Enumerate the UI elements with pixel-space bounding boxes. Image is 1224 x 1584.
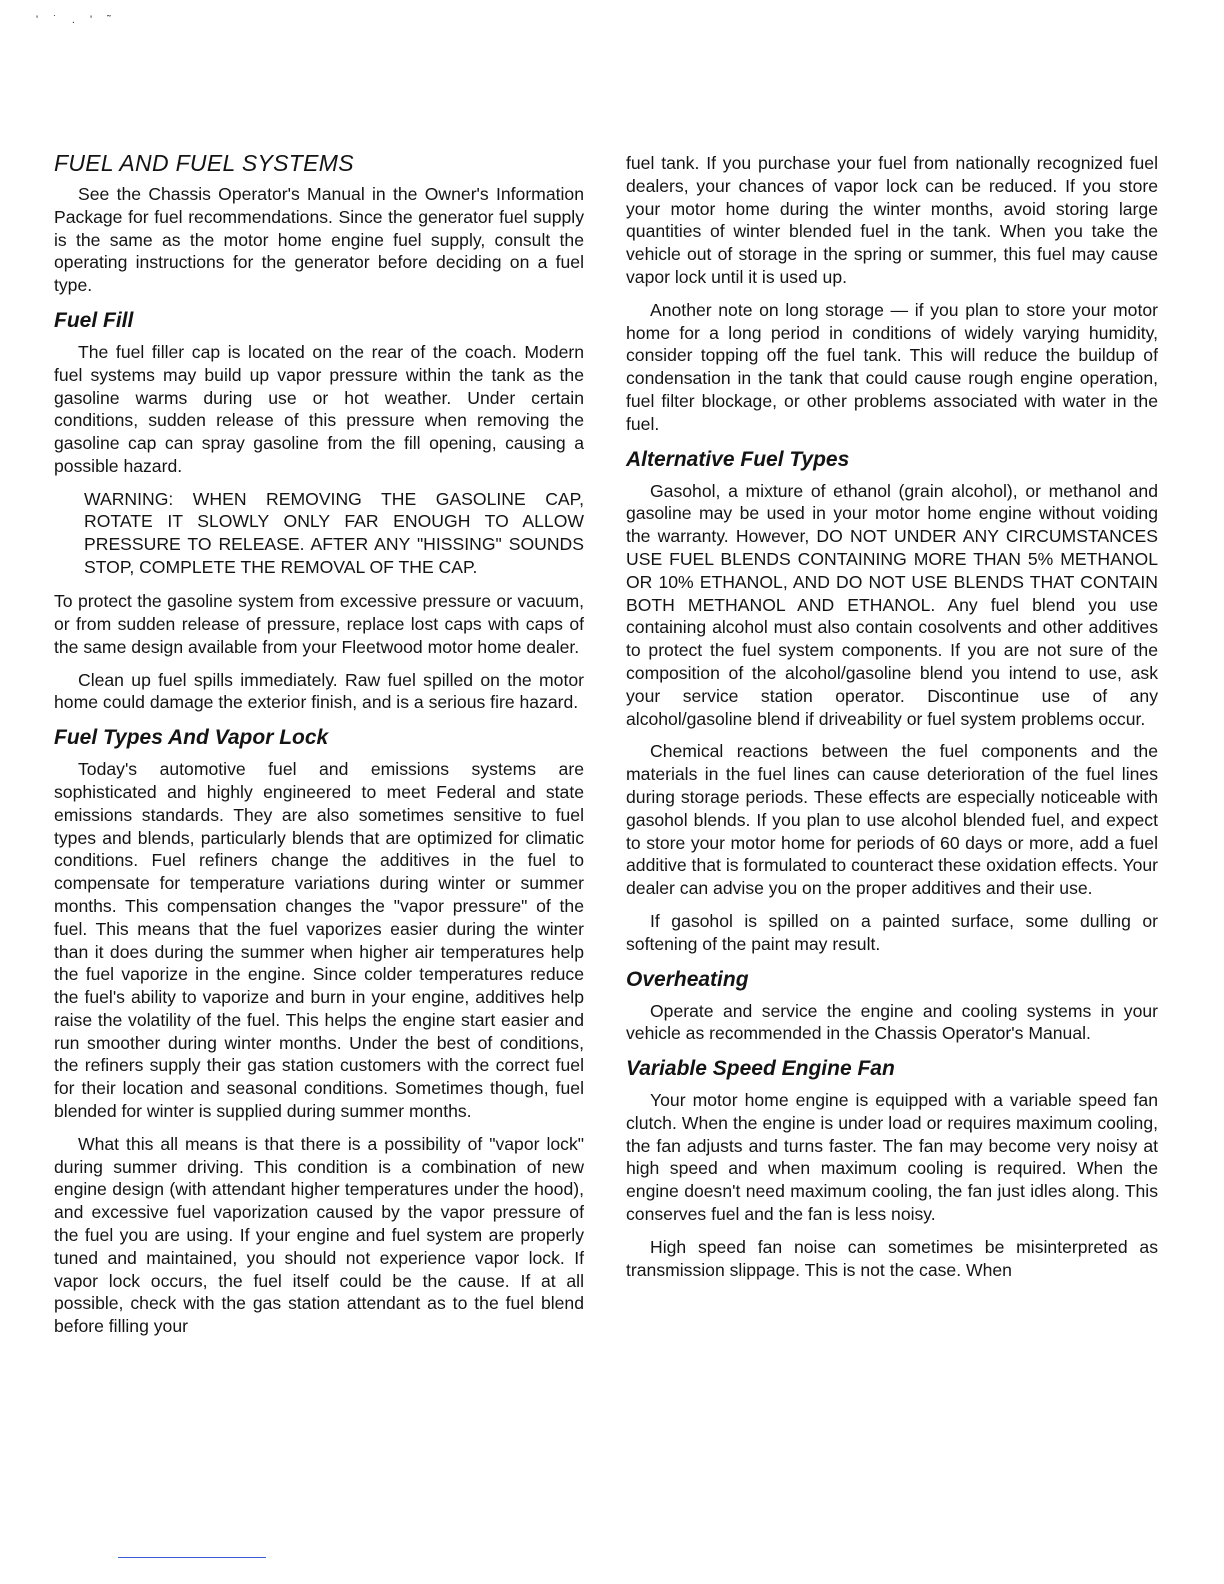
- page-title: FUEL AND FUEL SYSTEMS: [54, 150, 354, 176]
- heading-fuel-fill: Fuel Fill: [54, 308, 134, 332]
- storage-paragraph: Another note on long storage — if you plan to store your motor home for a long period in conditions of widely varying humidity, consider topping off the fuel tank. This will reduce the buildup of condensation in the tank that could cause rough engine operation, fuel filter blockage, or other problems associated with water in the fuel.: [626, 299, 1158, 434]
- left-column: [54, 150, 584, 1348]
- fuel-fill-paragraph-3: Clean up fuel spills immediately. Raw fuel spilled on the motor home could damage the exterior finish, and is a serious fire hazard.: [54, 669, 584, 713]
- alt-fuel-paragraph-2: Chemical reactions between the fuel components and the materials in the fuel lines can cause deterioration of the fuel lines during storage periods. These effects are especially noticeable with gasohol blends. If you plan to use alcohol blended fuel, and expect to store your motor home for periods of 60 days or more, add a fuel additive that is formulated to counteract these oxidation effects. Your dealer can advise you on the proper additives and their use.: [626, 741, 1158, 899]
- heading-overheating: Overheating: [626, 967, 749, 991]
- alt-fuel-paragraph-1: Gasohol, a mixture of ethanol (grain alcohol), or methanol and gasoline may be used in your motor home engine without voiding the warranty. However, DO NOT UNDER ANY CIRCUMSTANCES USE FUEL BLENDS CONTAINING MORE THAN 5% METHANOL OR 10% ETHANOL, AND DO NOT USE BLENDS THAT CONTAIN BOTH METHANOL AND ETHANOL. Any fuel blend you use containing alcohol must also contain cosolvents and other additives to protect the fuel system components. If you are not sure of the composition of the alcohol/gasoline blend you intend to use, ask your service station operator. Discontinue use of any alcohol/gasoline blend if driveability or fuel system problems occur.: [626, 480, 1158, 729]
- fuel-types-paragraph-2: What this all means is that there is a possibility of "vapor lock" during summer driving. This condition is a combination of new engine design (with attendant higher temperatures under the hood), and excessive fuel vaporization caused by the vapor pressure of the fuel you are using. If your engine and fuel system are properly tuned and maintained, you should not experience vapor lock. If vapor lock occurs, the fuel itself could be the cause. If at all possible, check with the gas station attendant as to the fuel blend before filling your: [54, 1133, 584, 1337]
- fuel-fill-paragraph-1: The fuel filler cap is located on the rear of the coach. Modern fuel systems may build up vapor pressure within the tank as the gasoline warms during use or hot weather. Under certain conditions, sudden release of this pressure when removing the gasoline cap can spray gasoline from the fill opening, causing a possible hazard.: [54, 341, 584, 476]
- right-column: [626, 152, 1158, 1291]
- intro-paragraph: See the Chassis Operator's Manual in the Owner's Information Package for fuel recommendations. Since the generator fuel supply is the same as the motor home engine fuel supply, consult the operating instructions for the generator before deciding on a fuel type.: [54, 184, 584, 296]
- heading-fuel-types: Fuel Types And Vapor Lock: [54, 726, 329, 750]
- fuel-fill-paragraph-2: To protect the gasoline system from excessive pressure or vacuum, or from sudden release of pressure, replace lost caps with caps of the same design available from your Fleetwood motor home dealer.: [54, 591, 584, 657]
- fuel-types-paragraph-1: Today's automotive fuel and emissions systems are sophisticated and highly engineered to meet Federal and state emissions standards. They are also sometimes sensitive to fuel types and blends, particularly blends that are optimized for climatic conditions. Fuel refiners change the additives in the fuel to compensate for temperature variations during winter or summer months. This compensation changes the "vapor pressure" of the fuel. This means that the fuel vaporizes easier during the winter than it does during the summer when higher air temperatures help the fuel vaporize in the engine. Since colder temperatures reduce the fuel's ability to vaporize and burn in your engine, additives help raise the volatility of the fuel. This helps the engine start easier and run smoother during winter months. Under the best of conditions, the refiners supply their gas station customers with the correct fuel for their location and seasonal conditions. Sometimes though, fuel blended for winter is supplied during summer months.: [54, 759, 584, 1122]
- fan-paragraph-2: High speed fan noise can sometimes be misinterpreted as transmission slippage. This is not the case. When: [626, 1236, 1158, 1280]
- heading-alternative-fuel: Alternative Fuel Types: [626, 447, 850, 471]
- continued-paragraph: fuel tank. If you purchase your fuel from nationally recognized fuel dealers, your chances of vapor lock can be reduced. If you store your motor home during the winter months, avoid storing large quantities of winter blended fuel in the tank. When you take the vehicle out of storage in the spring or summer, this fuel may cause vapor lock until it is used up.: [626, 153, 1158, 287]
- heading-engine-fan: Variable Speed Engine Fan: [626, 1057, 895, 1081]
- warning-text: WARNING: WHEN REMOVING THE GASOLINE CAP, ROTATE IT SLOWLY ONLY FAR ENOUGH TO ALLOW PRESSURE TO RELEASE. AFTER ANY "HISSING" SOUNDS STOP, COMPLETE THE REMOVAL OF THE CAP.: [84, 488, 584, 577]
- page-specks: ' ˙ . ' ˜: [36, 14, 117, 26]
- overheating-paragraph: Operate and service the engine and cooling systems in your vehicle as recommended in the Chassis Operator's Manual.: [626, 1000, 1158, 1044]
- footer-rule: [118, 1557, 266, 1558]
- alt-fuel-paragraph-3: If gasohol is spilled on a painted surface, some dulling or softening of the paint may result.: [626, 910, 1158, 954]
- fan-paragraph-1: Your motor home engine is equipped with a variable speed fan clutch. When the engine is under load or requires maximum cooling, the fan adjusts and turns faster. The fan may become very noisy at high speed and when maximum cooling is required. When the engine doesn't need maximum cooling, the fan just idles along. This conserves fuel and the fan is less noisy.: [626, 1090, 1158, 1225]
